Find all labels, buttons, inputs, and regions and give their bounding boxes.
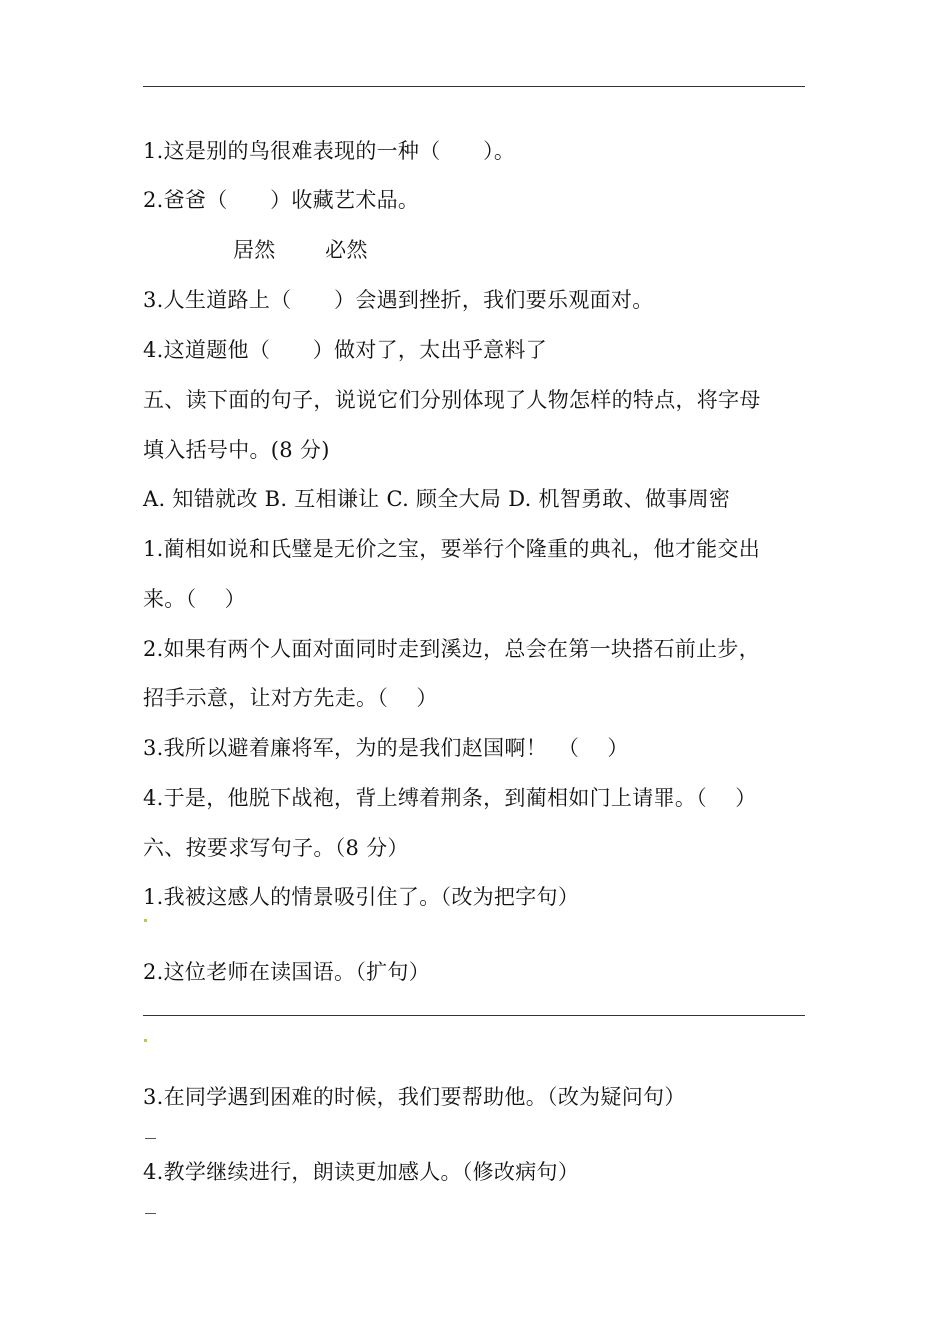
- top-answer-line: [143, 86, 805, 87]
- answer-line: [143, 1015, 805, 1016]
- s5-question-2-line-1: 2.如果有两个人面对面同时走到溪边，总会在第一块搭石前止步，: [143, 637, 761, 661]
- answer-dash-1: [145, 1138, 156, 1139]
- s5-heading-line-1: 五、读下面的句子，说说它们分别体现了人物怎样的特点，将字母: [143, 388, 761, 412]
- answer-marker-1: [144, 919, 147, 922]
- s4-question-3: 3.人生道路上（ ）会遇到挫折，我们要乐观面对。: [143, 288, 654, 312]
- s6-question-4: 4.教学继续进行，朗读更加感人。（修改病句）: [143, 1160, 580, 1184]
- s5-question-4: 4.于是，他脱下战袍，背上缚着荆条，到蔺相如门上请罪。（ ）: [143, 786, 757, 810]
- s5-choices: A. 知错就改 B. 互相谦让 C. 顾全大局 D. 机智勇敢、做事周密: [143, 487, 731, 511]
- s5-question-1-line-1: 1.蔺相如说和氏璧是无价之宝，要举行个隆重的典礼，他才能交出: [143, 537, 761, 561]
- s5-heading-line-2: 填入括号中。(8 分): [143, 438, 330, 462]
- s6-heading: 六、按要求写句子。（8 分）: [143, 836, 409, 860]
- answer-marker-2: [144, 1039, 147, 1042]
- s4-question-1: 1.这是别的鸟很难表现的一种（ ）。: [143, 139, 516, 163]
- s4-question-2: 2.爸爸（ ）收藏艺术品。: [143, 188, 420, 212]
- s5-question-1-line-2: 来。（ ）: [143, 587, 246, 611]
- s5-question-2-line-2: 招手示意，让对方先走。（ ）: [143, 686, 438, 710]
- s4-question-4: 4.这道题他（ ）做对了，太出乎意料了: [143, 338, 548, 362]
- answer-dash-2: [145, 1213, 156, 1214]
- s4-word-options: 居然 必然: [233, 238, 368, 262]
- s6-question-3: 3.在同学遇到困难的时候，我们要帮助他。（改为疑问句）: [143, 1085, 686, 1109]
- s6-question-2: 2.这位老师在读国语。（扩句）: [143, 960, 431, 984]
- s5-question-3: 3.我所以避着廉将军，为的是我们赵国啊！ （ ）: [143, 736, 629, 760]
- s6-question-1: 1.我被这感人的情景吸引住了。（改为把字句）: [143, 885, 580, 909]
